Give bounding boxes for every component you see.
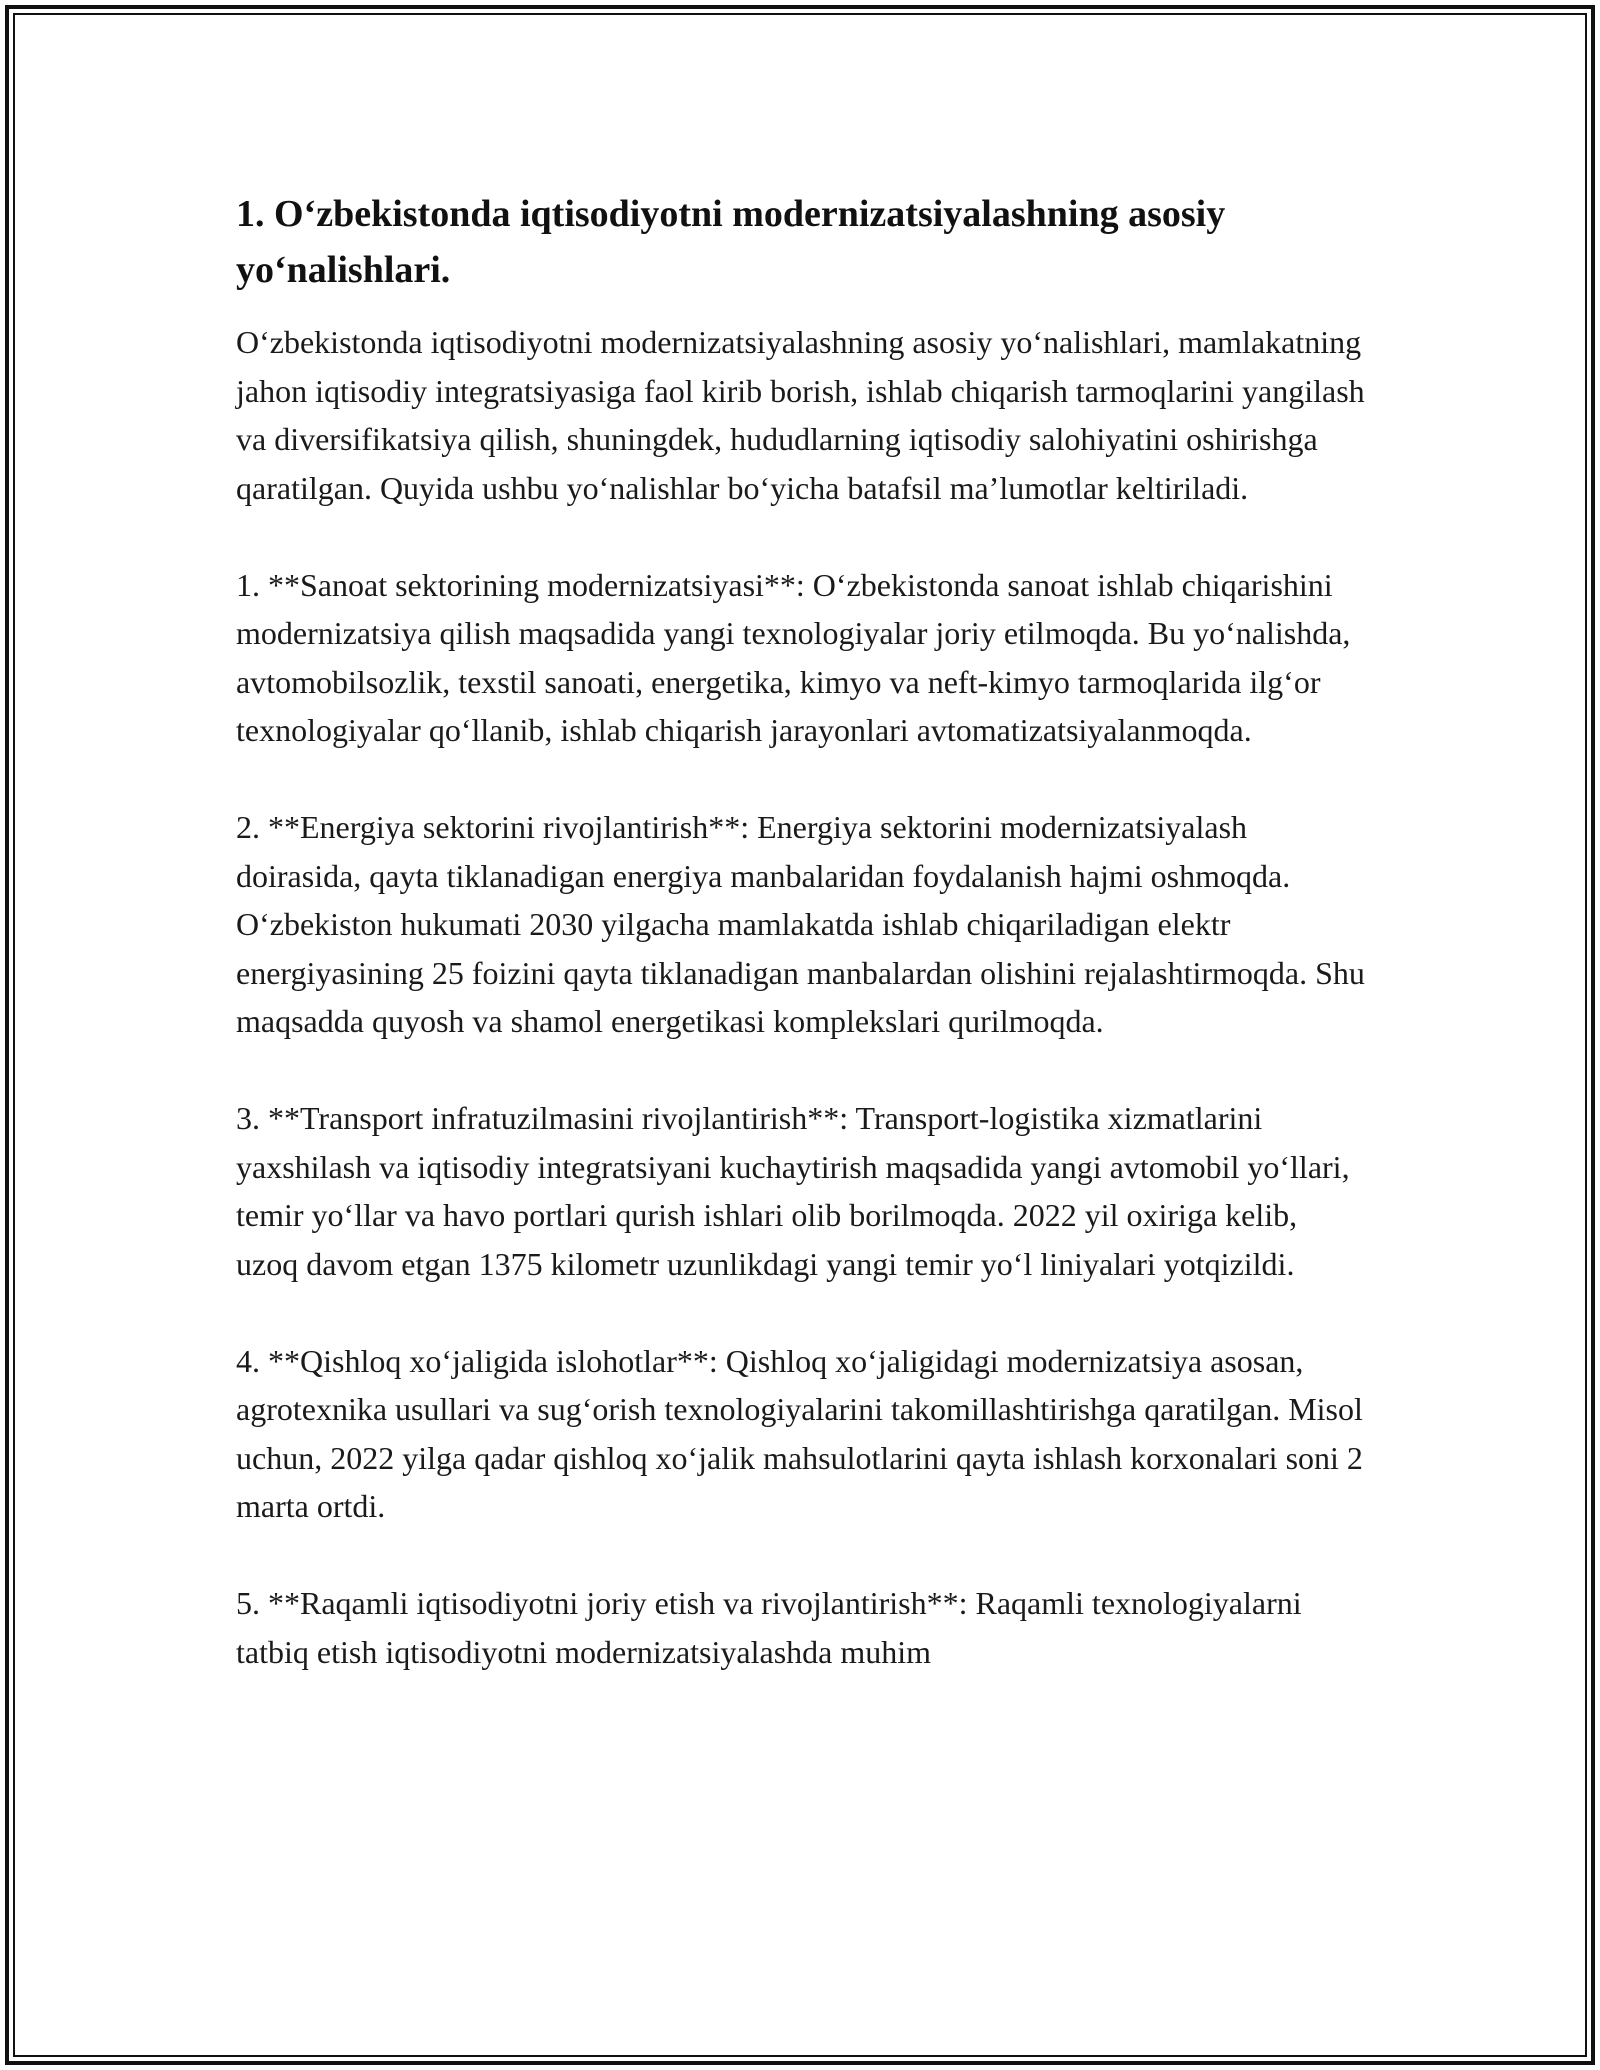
document-title: 1. O‘zbekistonda iqtisodiyotni modernizatsiyalashning asosiy yo‘nalishlari. [236,193,1226,291]
paragraph-energy: 2. **Energiya sektorini rivojlantirish**: Energiya sektorini modernizatsiyalash doirasida, qayta tiklanadigan energiya manbalaridan foydalanish hajmi oshmoqda. O‘zbekiston hukumati 2030 yilgacha mamlakatda ishlab chiqariladigan elektr energiyasining 25 foizini qayta tiklanadigan manbalardan olishini rejalashtirmoqda. Shu maqsadda quyosh va shamol energetikasi komplekslari qurilmoqda. [236,809,1365,1039]
paragraph-agriculture: 4. **Qishloq xo‘jaligida islohotlar**: Qishloq xo‘jaligidagi modernizatsiya asosan, agrotexnika usullari va sug‘orish texnologiyalarini takomillashtirishga qaratilgan. Misol uchun, 2022 yilga qadar qishloq xo‘jalik mahsulotlarini qayta ishlash korxonalari soni 2 marta ortdi. [236,1342,1363,1524]
paragraph-digital-economy: 5. **Raqamli iqtisodiyotni joriy etish va rivojlantirish**: Raqamli texnologiyalarni tatbiq etish iqtisodiyotni modernizatsiyalashda muhim [236,1585,1302,1670]
document-body [236,186,1366,1676]
paragraph-transport: 3. **Transport infratuzilmasini rivojlantirish**: Transport-logistika xizmatlarini yaxshilash va iqtisodiy integratsiyani kuchaytirish maqsadida yangi avtomobil yo‘llari, temir yo‘llar va havo portlari qurish ishlari olib borilmoqda. 2022 yil oxiriga kelib, uzoq davom etgan 1375 kilometr uzunlikdagi yangi temir yo‘l liniyalari yotqizildi. [236,1100,1350,1282]
paragraph-industry: 1. **Sanoat sektorining modernizatsiyasi**: O‘zbekistonda sanoat ishlab chiqarishini modernizatsiya qilish maqsadida yangi texnologiyalar joriy etilmoqda. Bu yo‘nalishda, avtomobilsozlik, texstil sanoati, energetika, kimyo va neft-kimyo tarmoqlarida ilg‘or texnologiyalar qo‘llanib, ishlab chiqarish jarayonlari avtomatizatsiyalanmoqda. [236,566,1351,748]
intro-paragraph: O‘zbekistonda iqtisodiyotni modernizatsiyalashning asosiy yo‘nalishlari, mamlakatning jahon iqtisodiy integratsiyasiga faol kirib borish, ishlab chiqarish tarmoqlarini yangilash va diversifikatsiya qilish, shuningdek, hududlarning iqtisodiy salohiyatini oshirishga qaratilgan. Quyida ushbu yo‘nalishlar bo‘yicha batafsil ma’lumotlar keltiriladi. [236,324,1365,506]
